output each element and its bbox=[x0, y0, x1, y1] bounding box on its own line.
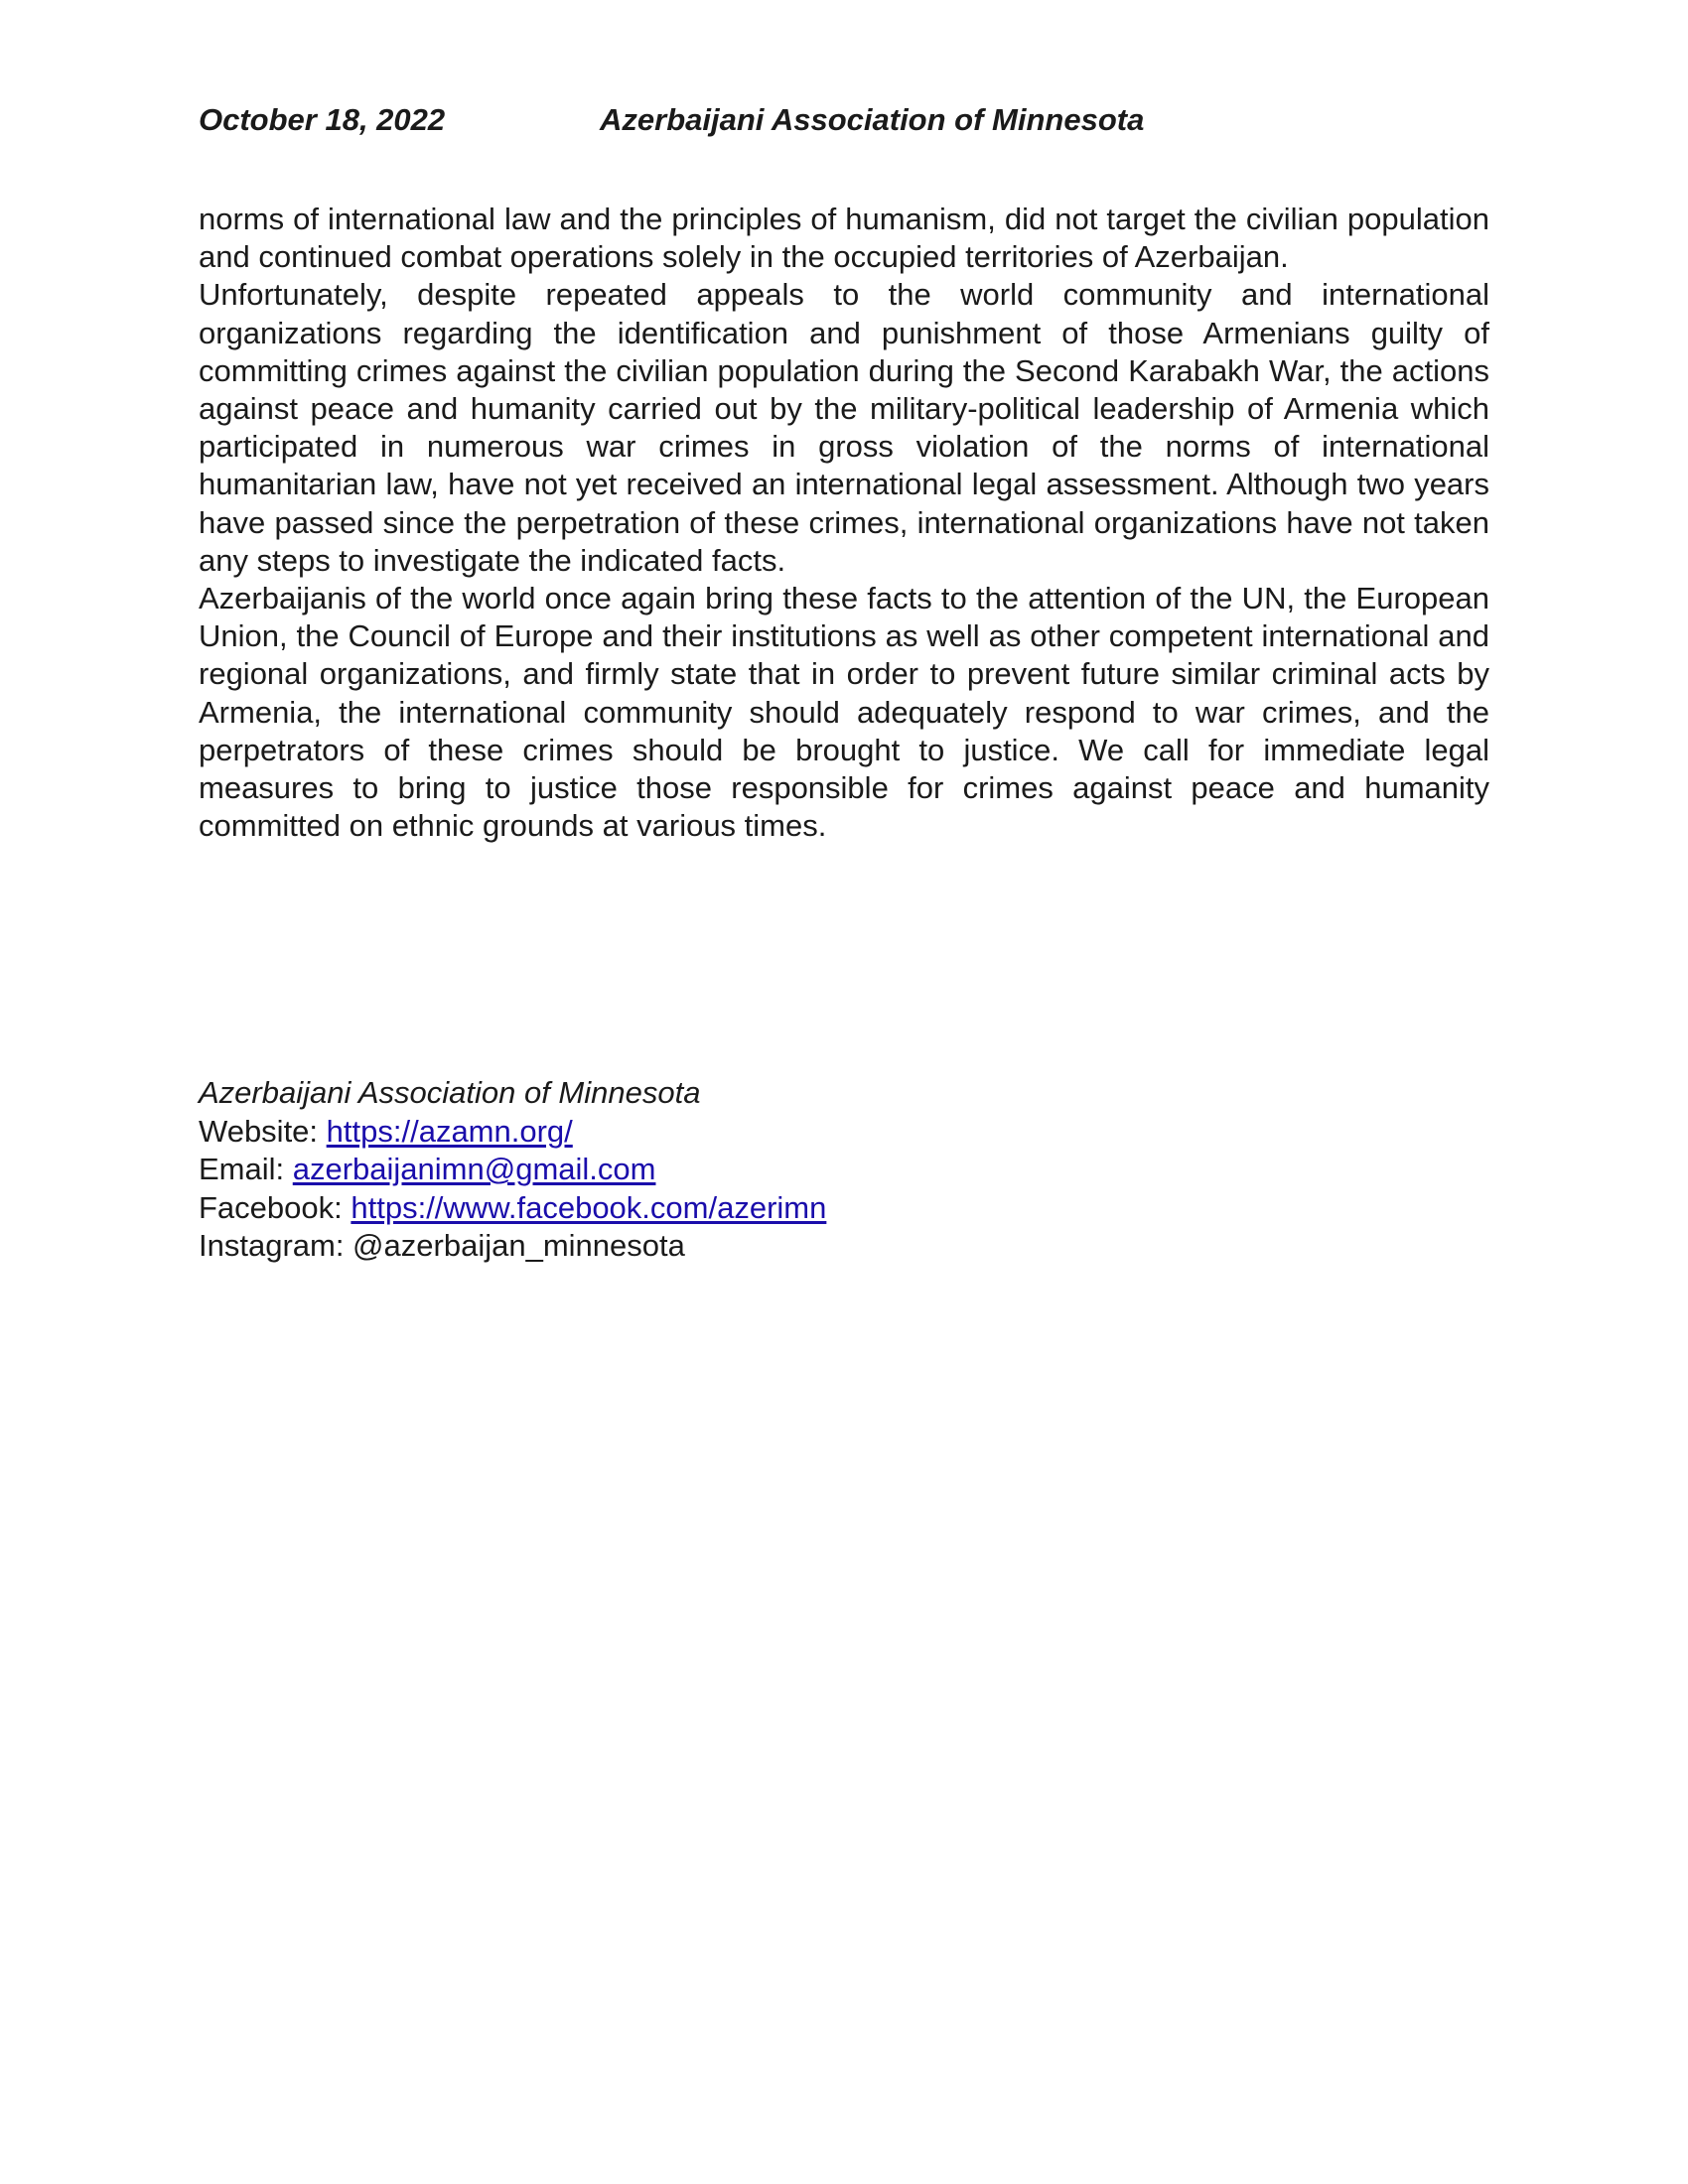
facebook-link[interactable]: https://www.facebook.com/azerimn bbox=[351, 1189, 827, 1225]
body-paragraph-3: Azerbaijanis of the world once again bring these facts to the attention of the UN, the European Union, the Council of Europe and their institutions as well as other competent international and regional organizations, and firmly state that in order to prevent future similar criminal acts by Armenia, the international community should adequately respond to war crimes, and the perpetrators of these crimes should be brought to justice. We call for immediate legal measures to bring to justice those responsible for crimes against peace and humanity committed on ethnic grounds at various times. bbox=[199, 581, 1489, 844]
contact-organization: Azerbaijani Association of Minnesota bbox=[199, 1075, 701, 1110]
email-link[interactable]: azerbaijanimn@gmail.com bbox=[292, 1152, 656, 1186]
contact-email-line bbox=[199, 1151, 1489, 1189]
website-link[interactable]: https://azamn.org/ bbox=[326, 1113, 573, 1149]
email-label: Email: bbox=[199, 1152, 293, 1186]
page-header bbox=[199, 98, 1489, 142]
contact-instagram-line: Instagram: @azerbaijan_minnesota bbox=[199, 1228, 685, 1263]
body-paragraph-2: Unfortunately, despite repeated appeals to the world community and international organizations regarding the identification and punishment of those Armenians guilty of committing crimes against the civilian population during the Second Karabakh War, the actions against peace and humanity carried out by the military-political leadership of Armenia which participated in numerous war crimes in gross violation of the norms of international humanitarian law, have not yet received an international legal assessment. Although two years have passed since the perpetration of these crimes, international organizations have not taken any steps to investigate the indicated facts. bbox=[199, 277, 1489, 578]
letter-body bbox=[199, 201, 1489, 845]
body-paragraph-1: norms of international law and the principles of humanism, did not target the civilian population and continued combat operations solely in the occupied territories of Azerbaijan. bbox=[199, 202, 1489, 275]
header-date: October 18, 2022 bbox=[199, 102, 446, 137]
contact-block bbox=[199, 1074, 1489, 1266]
header-organization: Azerbaijani Association of Minnesota bbox=[600, 102, 1145, 137]
contact-website-line bbox=[199, 1113, 1489, 1152]
website-label: Website: bbox=[199, 1113, 327, 1149]
facebook-label: Facebook: bbox=[199, 1189, 352, 1225]
contact-facebook-line bbox=[199, 1189, 1489, 1228]
